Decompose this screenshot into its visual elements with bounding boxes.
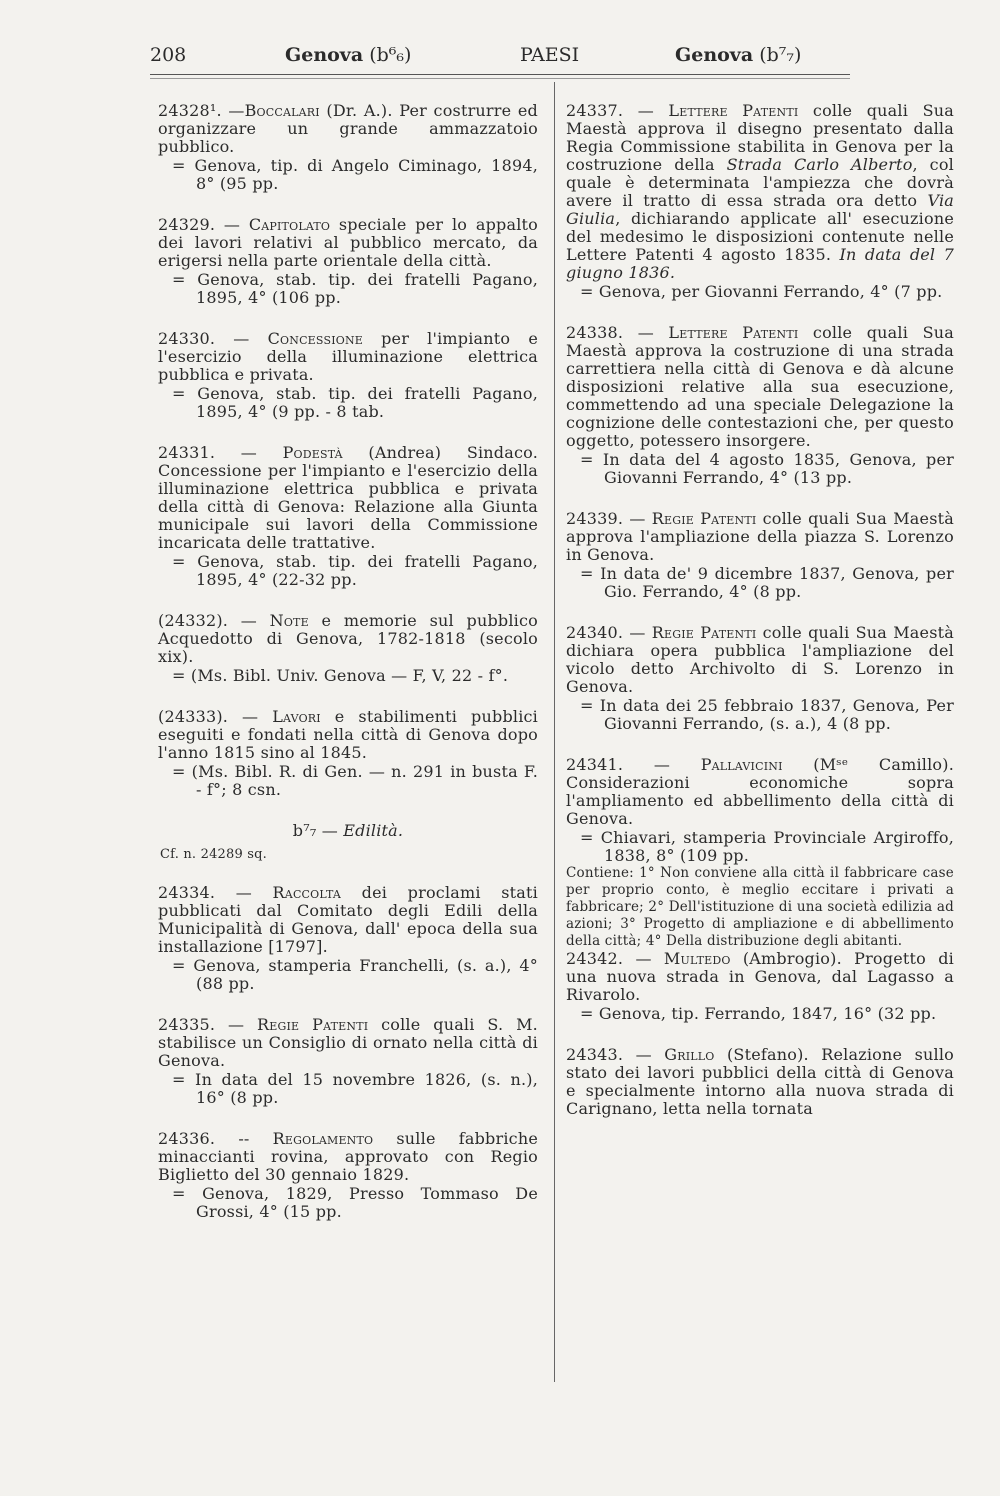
entry-24334: 24334. — Raccolta dei proclami stati pubblicati dal Comitato degli Edili della Municipalità di Genova, dall' epoca della sua installazione [1797]. = Genova, stamperia Franchelli, (s. a.), 4° (88 pp.	[158, 883, 538, 993]
entry-24331: 24331. — Podestà (Andrea) Sindaco. Concessione per l'impianto e l'esercizio della illuminazione elettrica pubblica e privata della città di Genova: Relazione alla Giunta municipale sui lavori della Commissione incaricata delle trattative. = Genova, stab. tip. dei fratelli Pagano, 1895, 4° (22-32 pp.	[158, 443, 538, 589]
entry-24335: 24335. — Regie Patenti colle quali S. M. stabilisce un Consiglio di ornato nella città di Genova. = In data del 15 novembre 1826, (s. n.), 16° (8 pp.	[158, 1015, 538, 1107]
right-column	[566, 102, 954, 1141]
running-header	[150, 40, 840, 74]
header-rule	[150, 74, 850, 75]
cross-reference: Cf. n. 24289 sq.	[160, 847, 268, 862]
header-right-title: Genova (b⁷₇)	[675, 44, 802, 66]
entry-24336: 24336. -- Regolamento sulle fabbriche minaccianti rovina, approvato con Regio Biglietto del 30 gennaio 1829. = Genova, 1829, Presso Tommaso De Grossi, 4° (15 pp.	[158, 1129, 538, 1221]
entry-24341: 24341. — Pallavicini (Mˢᵉ Camillo). Considerazioni economiche sopra l'ampliamento ed abbellimento della città di Genova. = Chiavari, stamperia Provinciale Argiroffo, 1838, 8° (109 pp. Contiene: 1° Non conviene alla città il fabbricare case per proprio conto, è meglio eccitare i privati a fabbricare; 2° Dell'istituzione di una società edilizia ad azioni; 3° Progetto di ampliazione e di abbellimento della città; 4° Della distribuzione degli abitanti.	[566, 755, 954, 949]
entry-24337: 24337. — Lettere Patenti colle quali Sua Maestà approva il disegno presentato dalla Regia Commissione stabilita in Genova per la costruzione della Strada Carlo Alberto, col quale è determinata l'ampiezza che dovrà avere il tratto di essa strada ora detto Via Giulia, dichiarando applicate all' esecuzione del medesimo le disposizioni contenute nelle Lettere Patenti 4 agosto 1835. In data del 7 giugno 1836. = Genova, per Giovanni Ferrando, 4° (7 pp.	[566, 101, 954, 301]
entry-24339: 24339. — Regie Patenti colle quali Sua Maestà approva l'ampliazione della piazza S. Lorenzo in Genova. = In data de' 9 dicembre 1837, Genova, per Gio. Ferrando, 4° (8 pp.	[566, 509, 954, 601]
entry-24333: (24333). — Lavori e stabilimenti pubblici eseguiti e fondati nella città di Genova dopo l'anno 1815 sino al 1845. = (Ms. Bibl. R. di Gen. — n. 291 in busta F. - f°; 8 csn.	[158, 707, 538, 799]
entry-24342: 24342. — Multedo (Ambrogio). Progetto di una nuova strada in Genova, dal Lagasso a Rivarolo. = Genova, tip. Ferrando, 1847, 16° (32 pp.	[566, 949, 954, 1023]
header-left-title: Genova (b⁶₆)	[285, 44, 412, 66]
section-heading: b⁷₇ — Edilità.	[292, 821, 404, 840]
entry-24329: 24329. — Capitolato speciale per lo appalto dei lavori relativi al pubblico mercato, da erigersi nella parte orientale della città. = Genova, stab. tip. dei fratelli Pagano, 1895, 4° (106 pp.	[158, 215, 538, 307]
column-separator	[554, 82, 555, 1382]
page-number: 208	[150, 44, 187, 66]
entry-note: Contiene: 1° Non conviene alla città il fabbricare case per proprio conto, è meglio eccitare i privati a fabbricare; 2° Dell'istituzione di una società edilizia ad azioni; 3° Progetto di ampliazione e di abbellimento della città; 4° Della distribuzione degli abitanti.	[566, 865, 954, 949]
header-rule-thin	[150, 78, 850, 79]
entry-24332: (24332). — Note e memorie sul pubblico Acquedotto di Genova, 1782-1818 (secolo xix). = (Ms. Bibl. Univ. Genova — F, V, 22 - f°.	[158, 611, 538, 685]
entry-24330: 24330. — Concessione per l'impianto e l'esercizio della illuminazione elettrica pubblica e privata. = Genova, stab. tip. dei fratelli Pagano, 1895, 4° (9 pp. - 8 tab.	[158, 329, 538, 421]
header-center: PAESI	[520, 44, 580, 66]
left-column	[158, 102, 538, 1244]
entry-24340: 24340. — Regie Patenti colle quali Sua Maestà dichiara opera pubblica l'ampliazione del vicolo detto Archivolto di S. Lorenzo in Genova. = In data dei 25 febbraio 1837, Genova, Per Giovanni Ferrando, (s. a.), 4 (8 pp.	[566, 623, 954, 733]
entry-24328: 24328¹. —Boccalari (Dr. A.). Per costrurre ed organizzare un grande ammazzatoio pubblico. = Genova, tip. di Angelo Ciminago, 1894, 8° (95 pp.	[158, 101, 538, 193]
entry-24343: 24343. — Grillo (Stefano). Relazione sullo stato dei lavori pubblici della città di Genova e specialmente intorno alla nuova strada di Carignano, letta nella tornata	[566, 1045, 954, 1118]
entry-24338: 24338. — Lettere Patenti colle quali Sua Maestà approva la costruzione di una strada carrettiera nella città di Genova e dà alcune disposizioni relative alla sua esecuzione, commettendo ad una speciale Delegazione la cognizione delle contestazioni che, per questo oggetto, potessero insorgere. = In data del 4 agosto 1835, Genova, per Giovanni Ferrando, 4° (13 pp.	[566, 323, 954, 487]
